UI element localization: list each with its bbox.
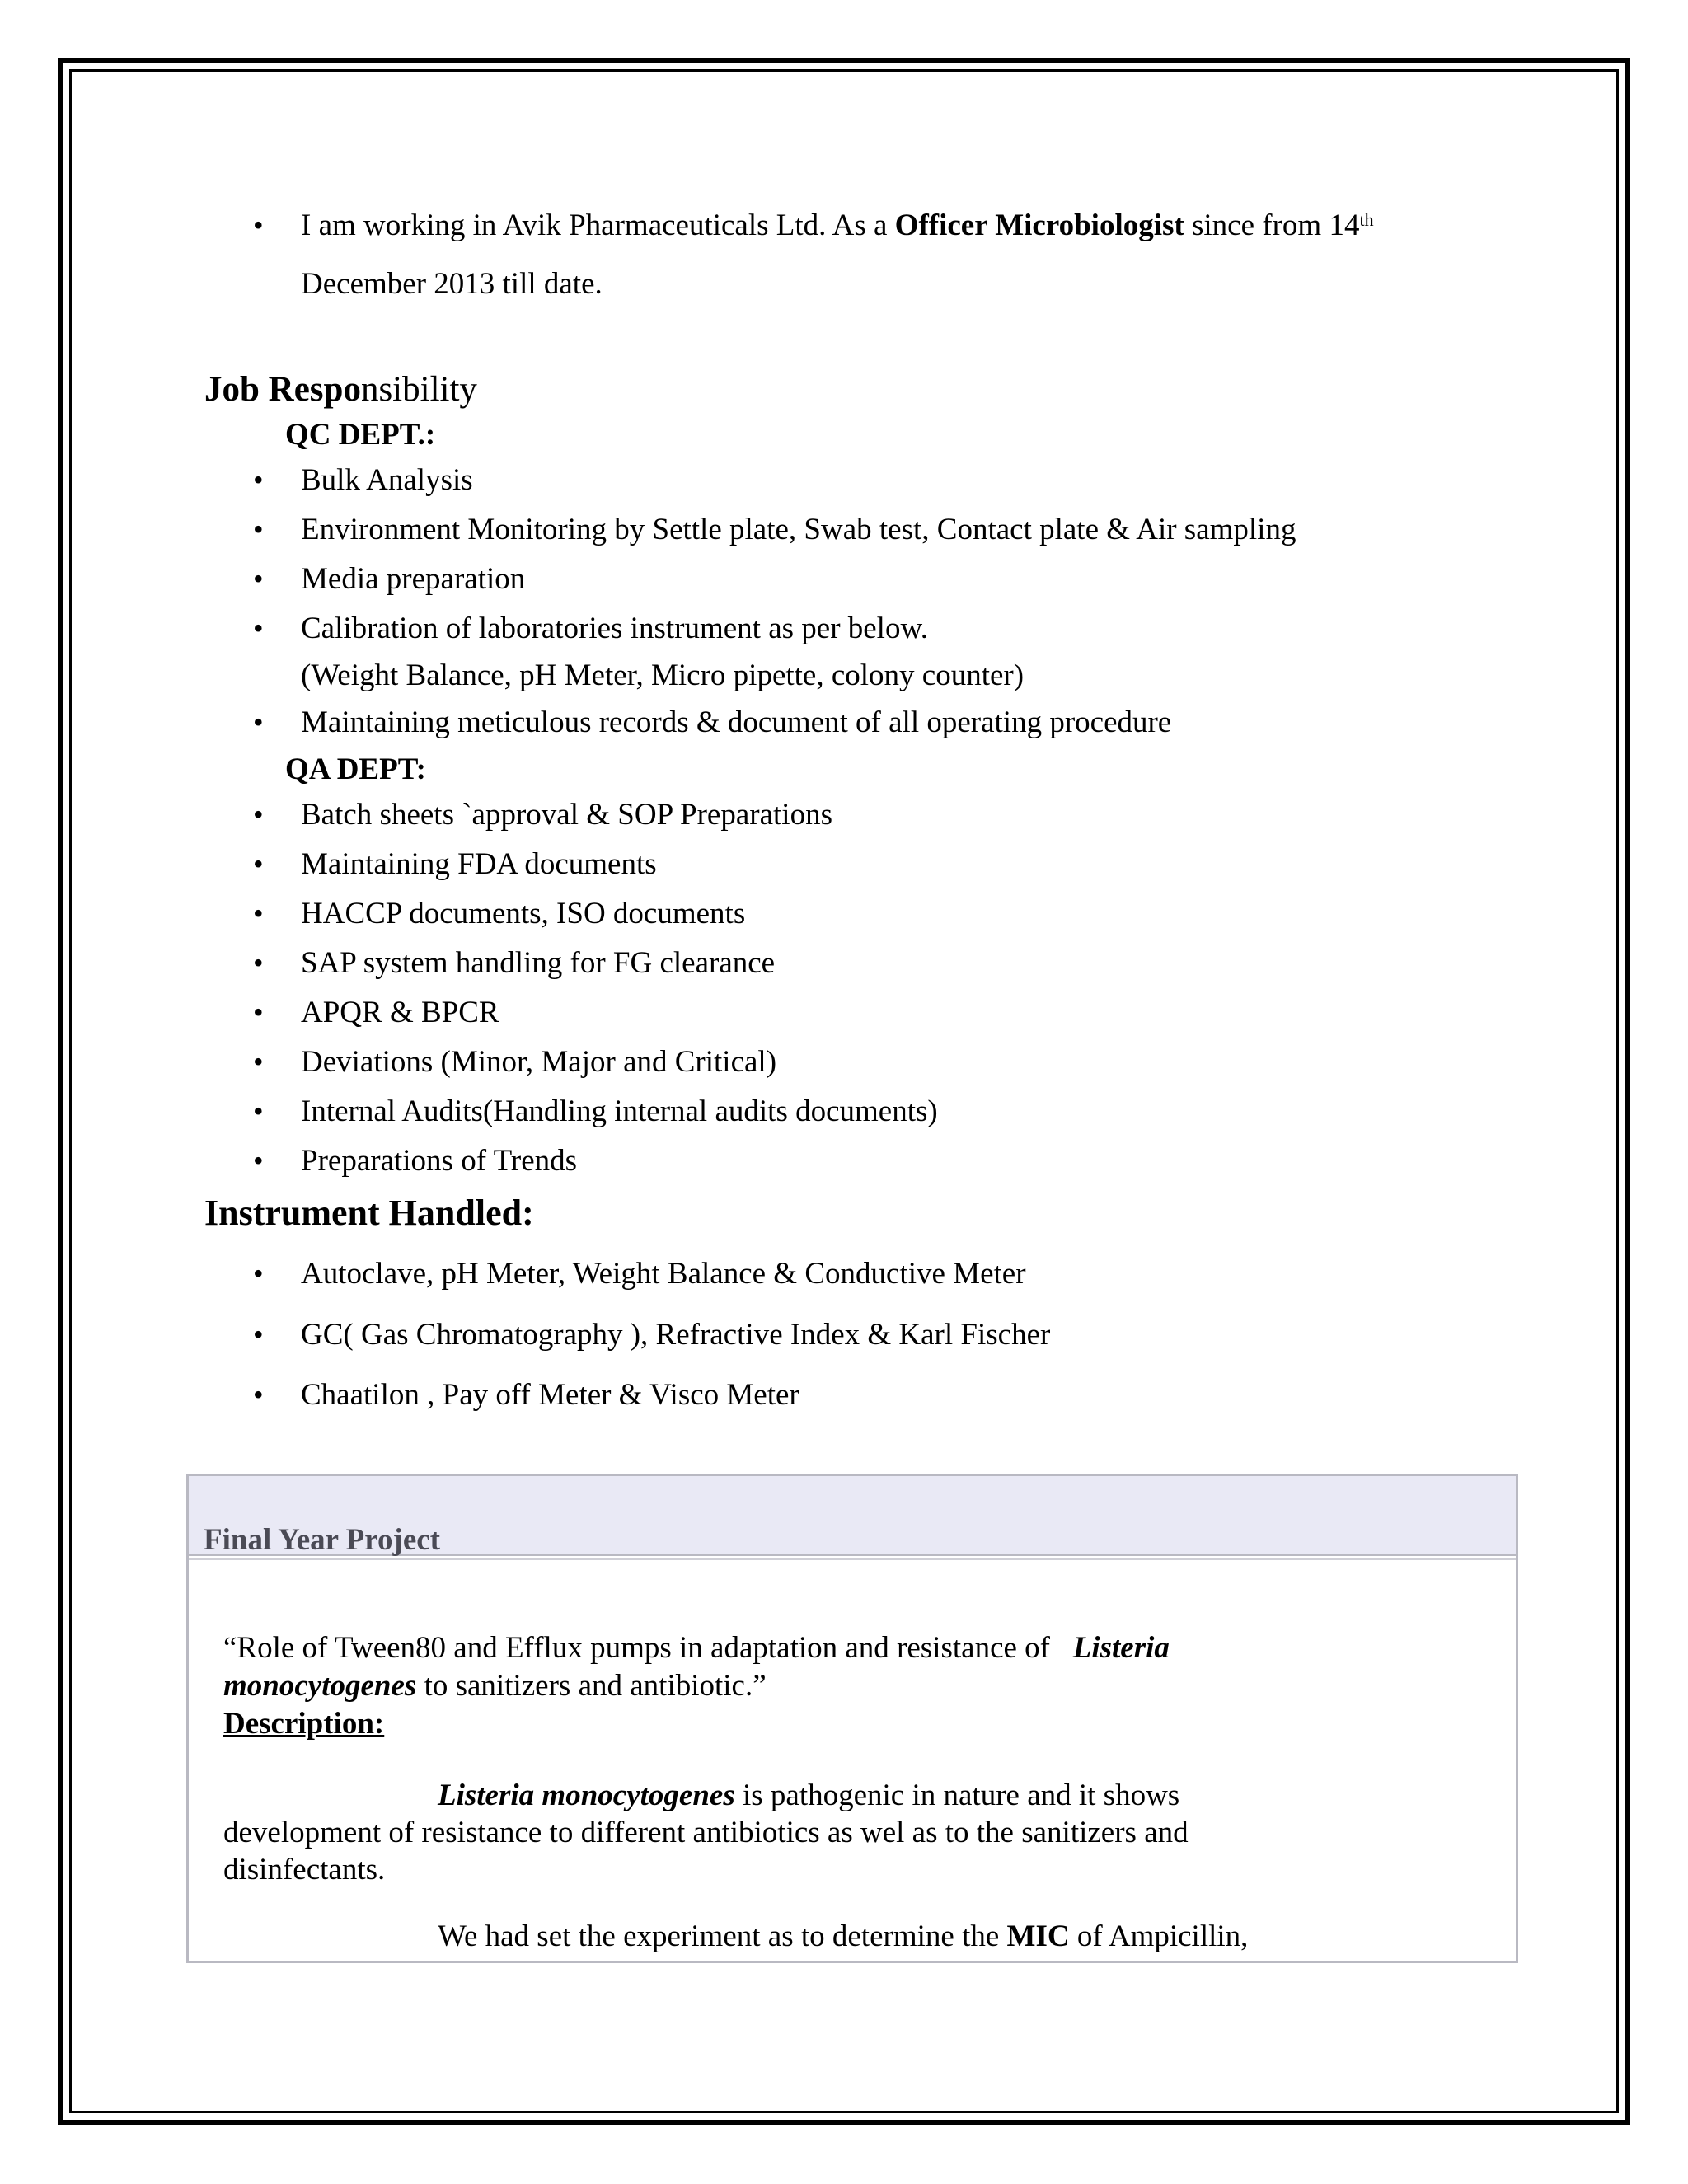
qc-item-text: Bulk Analysis xyxy=(301,463,473,497)
job-heading-bold: Job Respo xyxy=(204,370,361,409)
instrument-item-text: GC( Gas Chromatography ), Refractive Index & Karl Fischer xyxy=(301,1318,1051,1352)
bullet: • xyxy=(253,847,264,880)
qc-item-text: Calibration of laboratories instrument as per below. xyxy=(301,612,929,645)
bullet: • xyxy=(253,463,264,496)
qc-dept-heading: QC DEPT.: xyxy=(285,418,436,452)
qc-item-text: Environment Monitoring by Settle plate, Swab test, Contact plate & Air sampling xyxy=(301,513,1296,546)
experiment-line xyxy=(438,1919,1248,1955)
qa-list-item xyxy=(253,846,657,883)
description-line-1 xyxy=(438,1778,1179,1814)
qa-item-text: Batch sheets `approval & SOP Preparations xyxy=(301,798,832,832)
description-heading: Description: xyxy=(223,1707,385,1741)
experiment-bold: MIC xyxy=(1006,1919,1070,1953)
qa-list-item xyxy=(253,896,746,932)
bullet: • xyxy=(253,1144,264,1177)
qc-item-text: Maintaining meticulous records & document of all operating procedure xyxy=(301,705,1172,739)
project-title-line-2 xyxy=(223,1668,767,1704)
qa-list-item xyxy=(253,1044,777,1080)
instrument-item-text: Chaatilon , Pay off Meter & Visco Meter xyxy=(301,1378,799,1412)
qc-list-item xyxy=(253,611,929,647)
bullet: • xyxy=(253,562,264,595)
project-header xyxy=(189,1476,1516,1556)
description-line-3: disinfectants. xyxy=(223,1853,386,1886)
divider xyxy=(189,1558,1516,1560)
bullet: • xyxy=(253,897,264,930)
intro-line xyxy=(253,208,1374,244)
project-title-italic: Listeria xyxy=(1072,1631,1170,1665)
instrument-item xyxy=(253,1317,1051,1353)
qa-list-item xyxy=(253,1143,578,1179)
project-title-line-1 xyxy=(223,1630,1170,1666)
instrument-handled-heading: Instrument Handled: xyxy=(204,1193,534,1233)
instrument-item-text: Autoclave, pH Meter, Weight Balance & Conductive Meter xyxy=(301,1257,1026,1291)
qa-item-text: APQR & BPCR xyxy=(301,996,499,1029)
bullet: • xyxy=(253,996,264,1029)
bullet: • xyxy=(253,1378,264,1411)
project-title-italic: monocytogenes xyxy=(223,1669,417,1703)
qc-list-item xyxy=(253,512,1296,548)
bullet: • xyxy=(253,946,264,979)
description-italic: Listeria monocytogenes xyxy=(438,1779,735,1812)
bullet: • xyxy=(253,798,264,831)
qc-list-item xyxy=(253,462,473,499)
qa-item-text: Deviations (Minor, Major and Critical) xyxy=(301,1045,777,1079)
qa-list-item xyxy=(253,995,499,1031)
experiment-text-after: of Ampicillin, xyxy=(1069,1919,1249,1953)
project-title-text: to sanitizers and antibiotic.” xyxy=(416,1669,767,1703)
description-line-2: development of resistance to different antibiotics as wel as to the sanitizers and xyxy=(223,1816,1189,1849)
bullet: • xyxy=(253,1318,264,1351)
qa-item-text: Preparations of Trends xyxy=(301,1144,578,1178)
job-heading-rest: nsibility xyxy=(360,370,477,409)
qa-item-text: Internal Audits(Handling internal audits documents) xyxy=(301,1094,938,1128)
intro-superscript: th xyxy=(1359,209,1374,230)
qc-list-item xyxy=(253,561,526,598)
qa-list-item xyxy=(253,1094,938,1130)
bullet: • xyxy=(253,1257,264,1290)
qa-list-item xyxy=(253,945,776,982)
bullet: • xyxy=(253,513,264,546)
qa-item-text: Maintaining FDA documents xyxy=(301,847,657,881)
project-title-text: “Role of Tween80 and Efflux pumps in adaptation and resistance of xyxy=(223,1631,1073,1665)
qa-list-item xyxy=(253,797,832,833)
experiment-text: We had set the experiment as to determine the xyxy=(438,1919,1007,1953)
bullet: • xyxy=(253,1094,264,1127)
instrument-item xyxy=(253,1377,799,1413)
final-year-project-box xyxy=(186,1474,1518,1963)
intro-since: since from 14 xyxy=(1184,209,1360,242)
description-text: is pathogenic in nature and it shows xyxy=(734,1779,1180,1812)
job-responsibility-heading xyxy=(204,369,477,410)
bullet: • xyxy=(253,209,264,241)
qa-dept-heading: QA DEPT: xyxy=(285,752,426,786)
bullet: • xyxy=(253,612,264,644)
intro-role: Officer Microbiologist xyxy=(894,209,1184,242)
calibration-note: (Weight Balance, pH Meter, Micro pipette, colony counter) xyxy=(301,658,1025,692)
intro-line-2: December 2013 till date. xyxy=(301,267,603,301)
qa-item-text: SAP system handling for FG clearance xyxy=(301,946,776,980)
qc-item-text: Media preparation xyxy=(301,562,526,596)
intro-text: I am working in Avik Pharmaceuticals Ltd. As a xyxy=(301,209,895,242)
instrument-item xyxy=(253,1256,1026,1292)
bullet: • xyxy=(253,1045,264,1078)
bullet: • xyxy=(253,705,264,738)
qc-list-item xyxy=(253,705,1172,741)
qa-item-text: HACCP documents, ISO documents xyxy=(301,897,746,930)
project-header-title: Final Year Project xyxy=(204,1523,441,1557)
